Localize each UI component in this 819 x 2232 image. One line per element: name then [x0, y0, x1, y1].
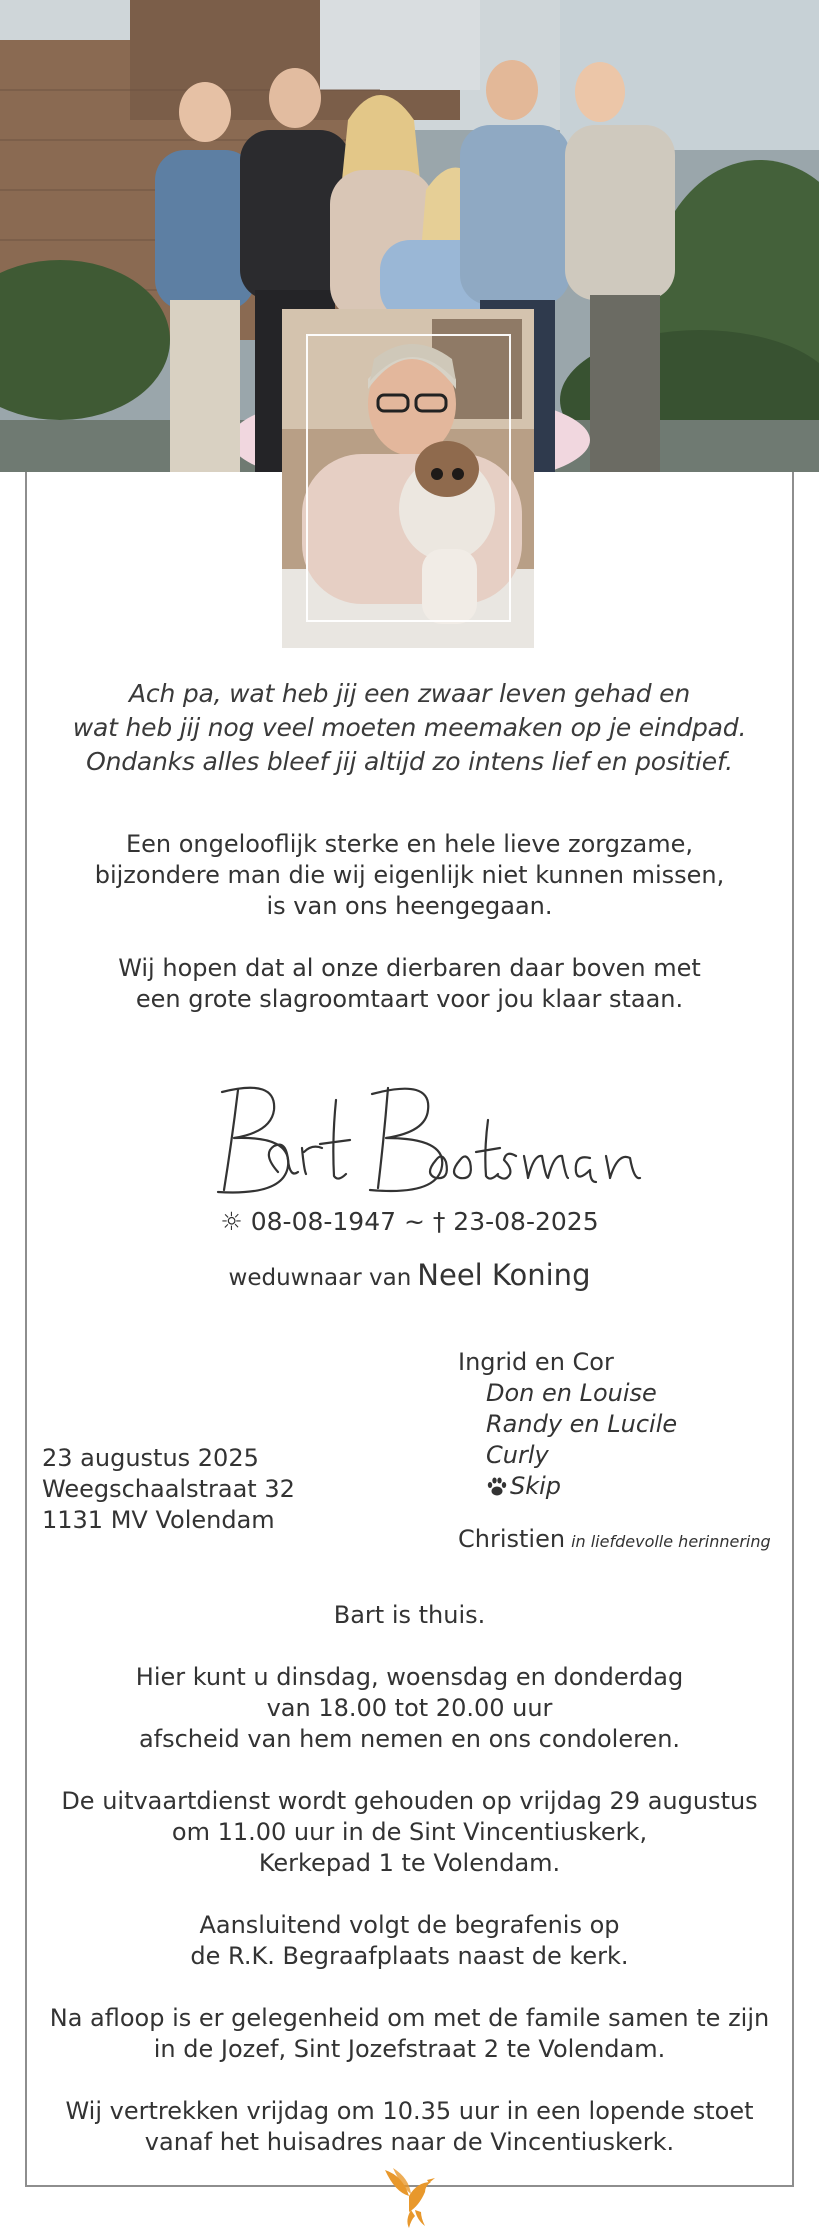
poem — [40, 677, 779, 779]
address-line: 23 augustus 2025 — [42, 1444, 259, 1472]
message-line: Een ongelooflijk sterke en hele lieve zorgzame, — [125, 830, 694, 858]
bird-emblem-icon — [381, 2166, 439, 2228]
relative-child: Don en Louise — [486, 1379, 657, 1407]
address-line: 1131 MV Volendam — [42, 1506, 275, 1534]
message-line: is van ons heengegaan. — [266, 892, 553, 920]
info-line: Kerkepad 1 te Volendam. — [258, 1849, 561, 1877]
spouse-name: Neel Koning — [417, 1258, 591, 1292]
info-line: afscheid van hem nemen en ons condoleren. — [138, 1725, 681, 1753]
poem-line: Ondanks alles bleef jij altijd zo intens lief en positief. — [86, 747, 733, 776]
relatives-block — [458, 1347, 771, 1557]
memory-note: in liefdevolle herinnering — [571, 1532, 771, 1551]
address-block — [42, 1443, 295, 1536]
relative-last-name: Christien — [458, 1525, 566, 1553]
relative-last — [458, 1524, 771, 1557]
relative-child: Randy en Lucile — [486, 1410, 678, 1438]
info-line: Wij vertrekken vrijdag om 10.35 uur in een lopende stoet — [65, 2097, 754, 2125]
funeral-info — [40, 1600, 779, 2158]
birth-death-dates: ☼ 08-08-1947 ~ † 23-08-2025 — [220, 1207, 599, 1236]
info-line: Aansluitend volgt de begrafenis op — [199, 1911, 620, 1939]
relative-child: Curly — [486, 1441, 549, 1469]
info-line: in de Jozef, Sint Jozefstraat 2 te Volendam. — [153, 2035, 666, 2063]
message-line: Wij hopen dat al onze dierbaren daar boven met — [118, 954, 701, 982]
info-line: van 18.00 tot 20.00 uur — [266, 1694, 553, 1722]
info-line: De uitvaartdienst wordt gehouden op vrijdag 29 augustus — [61, 1787, 758, 1815]
poem-line: wat heb jij nog veel moeten meemaken op je eindpad. — [72, 713, 747, 742]
relative-main: Ingrid en Cor — [458, 1348, 614, 1376]
signature-name — [160, 1060, 660, 1210]
portrait-inner-frame — [306, 334, 511, 622]
info-line: Na afloop is er gelegenheid om met de famile samen te zijn — [49, 2004, 770, 2032]
message-paragraph — [40, 829, 779, 922]
paw-icon — [486, 1475, 508, 1506]
relative-pet — [458, 1471, 771, 1506]
info-line: Bart is thuis. — [333, 1601, 486, 1629]
pet-name: Skip — [510, 1472, 562, 1500]
address-line: Weegschaalstraat 32 — [42, 1475, 295, 1503]
info-line: de R.K. Begraafplaats naast de kerk. — [190, 1942, 629, 1970]
info-line: om 11.00 uur in de Sint Vincentiuskerk, — [171, 1818, 648, 1846]
message-line: een grote slagroomtaart voor jou klaar staan. — [135, 985, 684, 1013]
info-line: Hier kunt u dinsdag, woensdag en donderdag — [135, 1663, 684, 1691]
widower-prefix: weduwnaar van — [228, 1265, 412, 1291]
message-paragraph — [40, 953, 779, 1015]
message-line: bijzondere man die wij eigenlijk niet kunnen missen, — [94, 861, 725, 889]
widower-line — [40, 1258, 779, 1292]
info-line: vanaf het huisadres naar de Vincentiuskerk. — [144, 2128, 675, 2156]
poem-line: Ach pa, wat heb jij een zwaar leven gehad en — [129, 679, 690, 708]
